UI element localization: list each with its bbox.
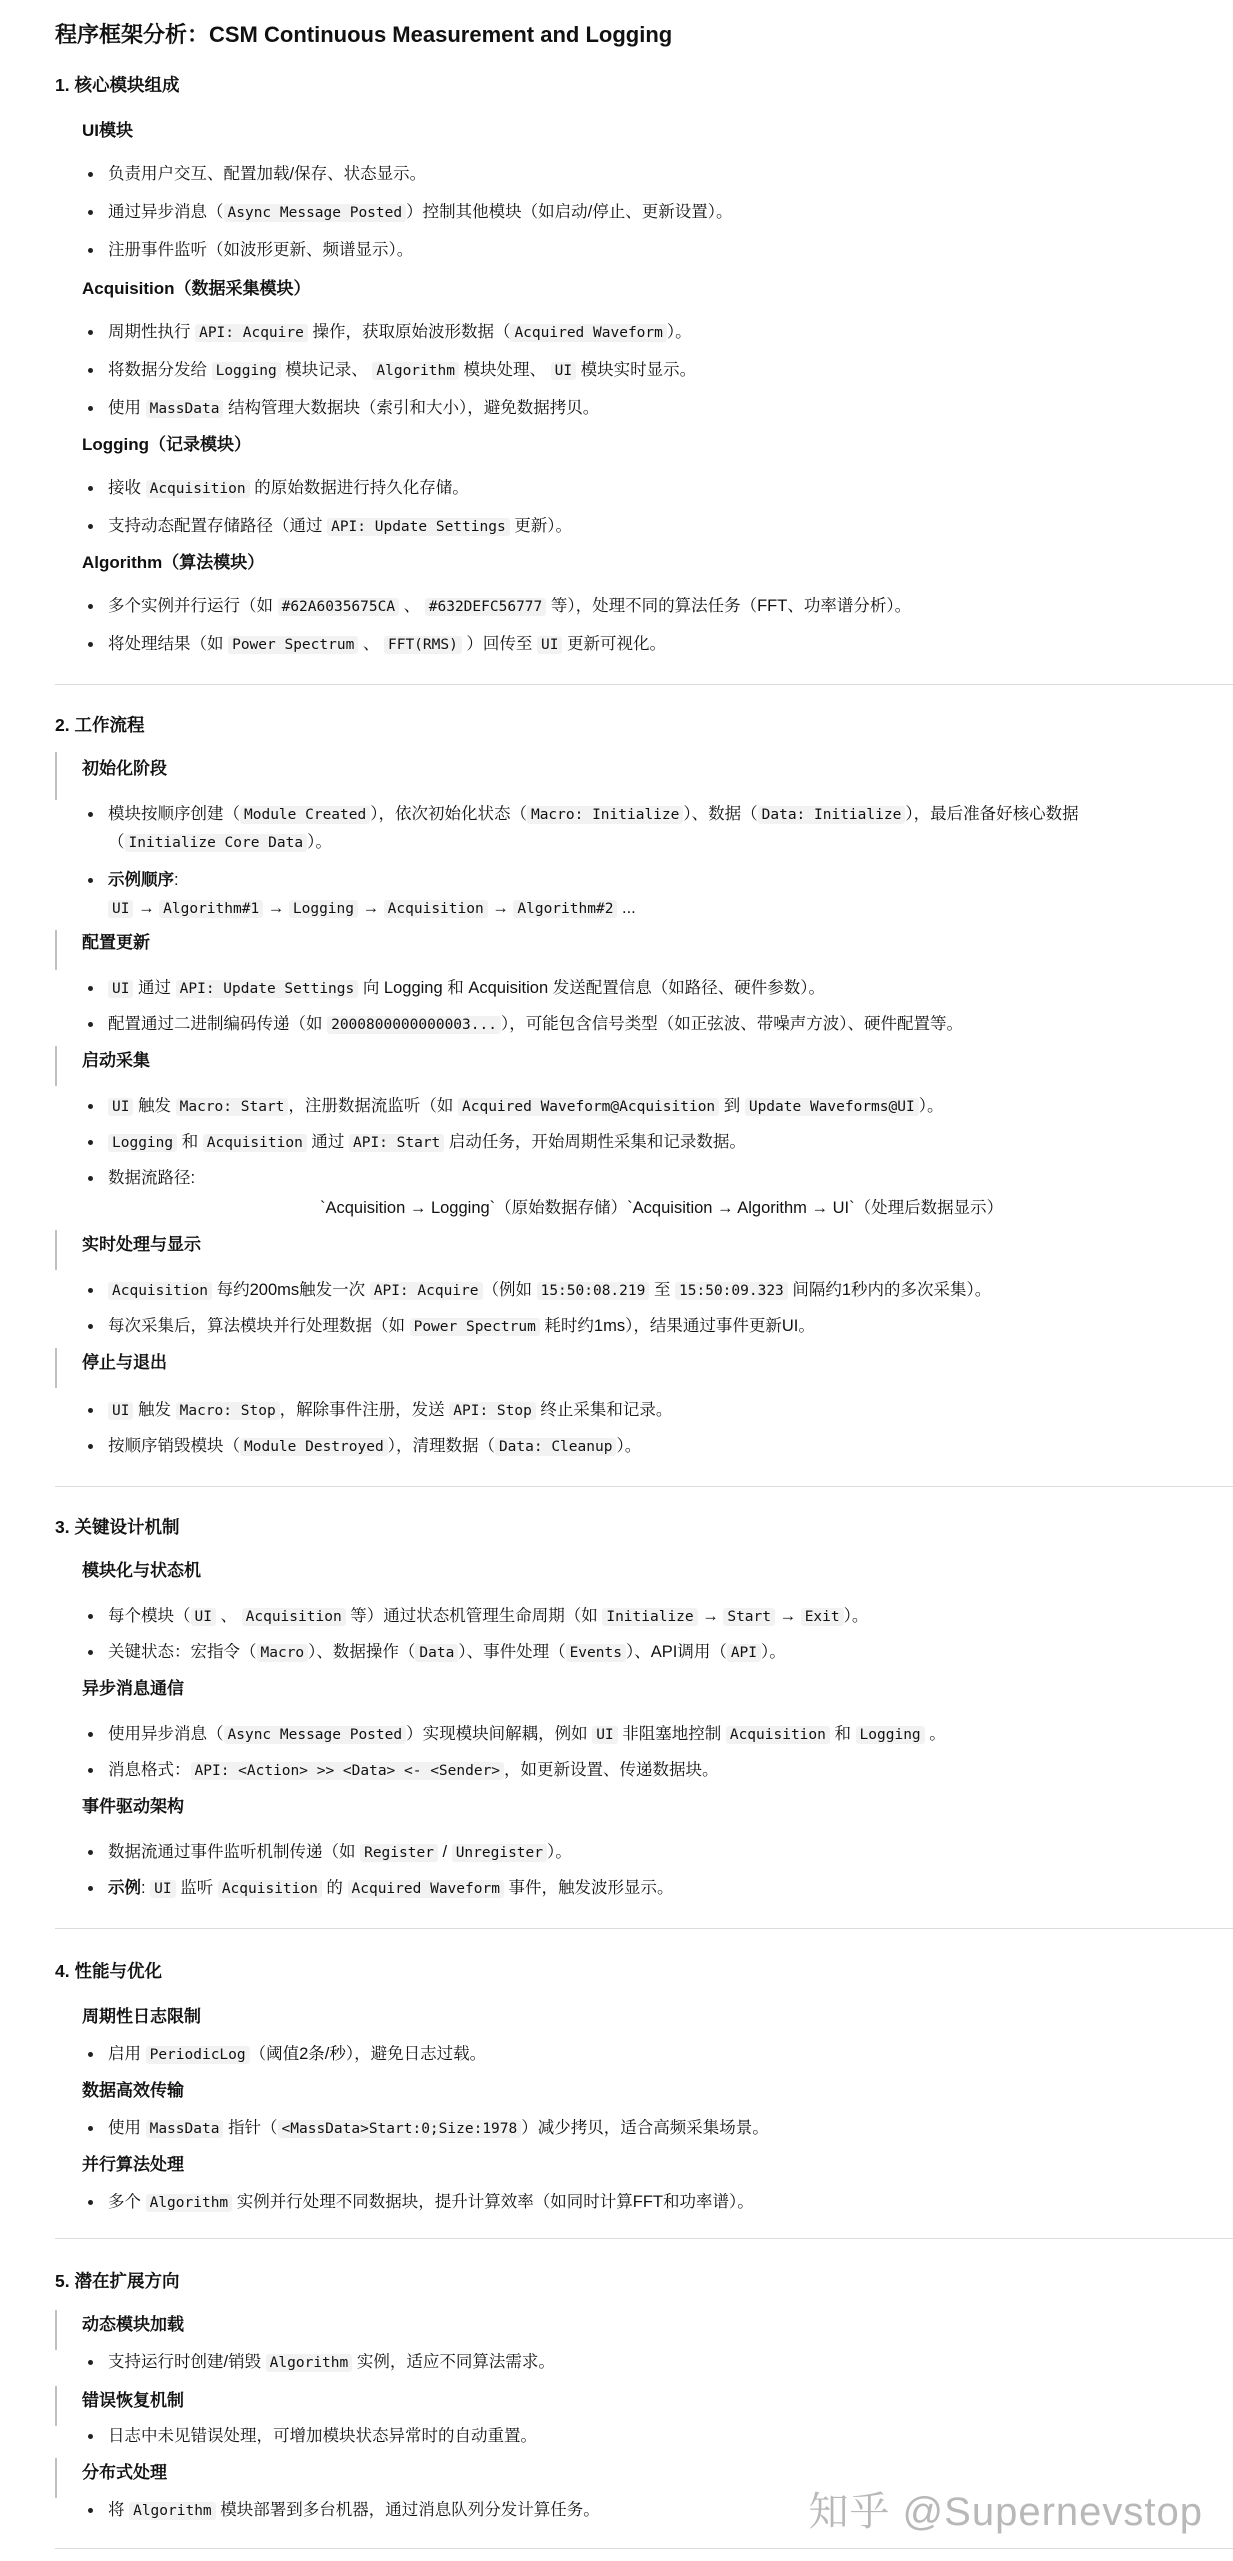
divider [55,1486,1233,1487]
list-item: 将 Algorithm 模块部署到多台机器，通过消息队列分发计算任务。 [108,2498,600,2523]
list-item: Acquisition 每约200ms触发一次 API: Acquire （例如 15:50:08.219 至 15:50:09.323 间隔约1秒内的多次采集）。 [108,1278,991,1303]
list-item: 通过异步消息（ Async Message Posted ）控制其他模块（如启动/停止、更新设置）。 [108,200,732,225]
section-4-heading: 4. 性能与优化 [55,1961,162,1981]
seq-item: Logging [289,900,358,918]
list-item: 接收 Acquisition 的原始数据进行持久化存储。 [108,476,469,501]
divider [55,2458,57,2498]
list-item: 示例: UI 监听 Acquisition 的 Acquired Waveform 事件，触发波形显示。 [108,1876,674,1901]
divider [55,2548,1233,2549]
sequence-line: UI → Algorithm#1 → Logging → Acquisition → Algorithm#2 ... [108,896,1233,921]
list-item: 数据流通过事件监听机制传递（如 Register / Unregister ）。 [108,1840,572,1865]
step-init-title: 初始化阶段 [82,759,167,778]
divider [55,2386,57,2426]
list-item: 关键状态：宏指令（ Macro ）、数据操作（ Data ）、事件处理（ Events ）、API调用（ API ）。 [108,1640,786,1665]
list-item: 多个实例并行运行（如 #62A6035675CA 、 #632DEFC56777 等），处理不同的算法任务（FFT、功率谱分析）。 [108,594,911,619]
step-start-title: 启动采集 [82,1051,150,1070]
list-item: 使用 MassData 结构管理大数据块（索引和大小），避免数据拷贝。 [108,396,599,421]
page-title: 程序框架分析：CSM Continuous Measurement and Logging [55,22,673,47]
seq-item: Algorithm#2 [513,900,617,918]
periodic-log-title: 周期性日志限制 [82,2007,201,2026]
divider [55,2310,57,2350]
divider [55,752,57,800]
watermark: 知乎 @Supernevstop [808,2490,1203,2534]
seq-item: Acquisition [384,900,488,918]
list-item-continuation: （ Initialize Core Data ）。 [108,833,332,851]
modular-title: 模块化与状态机 [82,1561,201,1580]
list-item: 示例顺序: [108,868,179,892]
list-item: 配置通过二进制编码传递（如 2000800000000003... ），可能包含信号类型（如正弦波、带噪声方波）、硬件配置等。 [108,1012,963,1037]
dynamic-load-title: 动态模块加载 [82,2315,184,2334]
ui-module-title: UI模块 [82,121,133,140]
algorithm-module-title: Algorithm（算法模块） [82,553,265,572]
list-item: 日志中未见错误处理，可增加模块状态异常时的自动重置。 [108,2424,537,2448]
section-3-heading: 3. 关键设计机制 [55,1517,180,1537]
list-item: 将数据分发给 Logging 模块记录、 Algorithm 模块处理、 UI 模块实时显示。 [108,358,696,383]
list-item: UI 通过 API: Update Settings 向 Logging 和 Acquisition 发送配置信息（如路径、硬件参数）。 [108,976,825,1001]
step-realtime-title: 实时处理与显示 [82,1235,201,1254]
list-item: 支持运行时创建/销毁 Algorithm 实例，适应不同算法需求。 [108,2350,555,2375]
list-item: 启用 PeriodicLog （阈值2条/秒），避免日志过载。 [108,2042,486,2067]
divider [55,1348,57,1388]
acquisition-module-title: Acquisition（数据采集模块） [82,279,311,298]
data-flow-path: `Acquisition → Logging`（原始数据存储）`Acquisition → Algorithm → UI`（处理后数据显示） [320,1199,1004,1217]
logging-module-title: Logging（记录模块） [82,435,252,454]
divider [55,2238,1233,2239]
list-item: 每次采集后，算法模块并行处理数据（如 Power Spectrum 耗时约1ms），结果通过事件更新UI。 [108,1314,815,1339]
section-5-heading: 5. 潜在扩展方向 [55,2271,180,2291]
list-item: UI 触发 Macro: Start ，注册数据流监听（如 Acquired Waveform@Acquisition 到 Update Waveforms@UI ）。 [108,1094,943,1119]
list-item: 使用 MassData 指针（ <MassData>Start:0;Size:1978 ）减少拷贝，适合高频采集场景。 [108,2116,769,2141]
parallel-algo-title: 并行算法处理 [82,2155,184,2174]
divider [55,1230,57,1270]
step-stop-title: 停止与退出 [82,1353,167,1372]
list-item: 多个 Algorithm 实例并行处理不同数据块，提升计算效率（如同时计算FFT和功率谱）。 [108,2190,754,2215]
divider [55,684,1233,685]
efficient-transfer-title: 数据高效传输 [82,2081,184,2100]
list-item: 每个模块（ UI 、 Acquisition 等）通过状态机管理生命周期（如 Initialize → Start → Exit ）。 [108,1604,868,1629]
section-1-heading: 1. 核心模块组成 [55,75,180,95]
list-item: 周期性执行 API: Acquire 操作，获取原始波形数据（ Acquired Waveform ）。 [108,320,692,345]
list-item: 负责用户交互、配置加载/保存、状态显示。 [108,162,426,186]
section-2-heading: 2. 工作流程 [55,715,145,735]
list-item: 将处理结果（如 Power Spectrum 、 FFT(RMS) ）回传至 UI 更新可视化。 [108,632,666,657]
list-item: UI 触发 Macro: Stop ，解除事件注册，发送 API: Stop 终止采集和记录。 [108,1398,672,1423]
list-item: 数据流路径: [108,1166,195,1190]
distributed-title: 分布式处理 [82,2463,167,2482]
list-item: 使用异步消息（ Async Message Posted ）实现模块间解耦，例如 UI 非阻塞地控制 Acquisition 和 Logging 。 [108,1722,946,1747]
seq-item: UI [108,900,133,918]
error-recovery-title: 错误恢复机制 [82,2391,184,2410]
list-item: 按顺序销毁模块（ Module Destroyed ），清理数据（ Data: Cleanup ）。 [108,1434,641,1459]
list-item: 注册事件监听（如波形更新、频谱显示）。 [108,238,413,262]
divider [55,1928,1233,1929]
list-item: 消息格式： API: <Action> >> <Data> <- <Sender> ，如更新设置、传递数据块。 [108,1758,719,1783]
divider [55,930,57,970]
list-item: 模块按顺序创建（ Module Created ），依次初始化状态（ Macro: Initialize ）、数据（ Data: Initialize ），最后准备好核心数据 [108,802,1079,827]
step-config-title: 配置更新 [82,933,150,952]
event-driven-title: 事件驱动架构 [82,1797,184,1816]
divider [55,1046,57,1086]
async-title: 异步消息通信 [82,1679,184,1698]
list-item: Logging 和 Acquisition 通过 API: Start 启动任务，开始周期性采集和记录数据。 [108,1130,746,1155]
list-item: 支持动态配置存储路径（通过 API: Update Settings 更新）。 [108,514,572,539]
seq-item: Algorithm#1 [159,900,263,918]
